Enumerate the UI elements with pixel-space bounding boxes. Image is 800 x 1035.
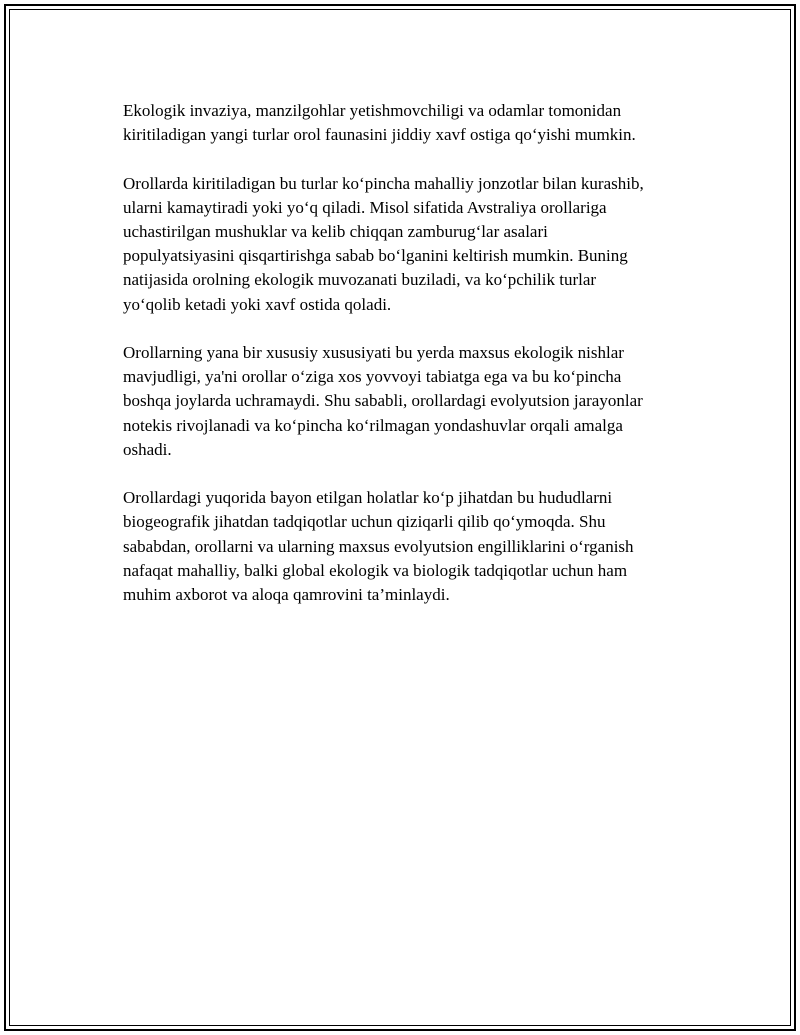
paragraph-2: Orollarda kiritiladigan bu turlar ko‘pincha mahalliy jonzotlar bilan kurashib, ularni kamaytiradi yoki yo‘q qiladi. Misol sifatida Avstraliya orollariga uchastirilgan mushuklar va kelib chiqqan zamburug‘lar asalari populyatsiyasini qisqartirishga sabab bo‘lganini keltirish mumkin. Buning natijasida orolning ekologik muvozanati buziladi, va ko‘pchilik turlar yo‘qolib ketadi yoki xavf ostida qoladi. <box>123 173 644 314</box>
paragraph-4: Orollardagi yuqorida bayon etilgan holatlar ko‘p jihatdan bu hududlarni biogeografik jihatdan tadqiqotlar uchun qiziqarli qilib qo‘ymoqda. Shu sababdan, orollarni va ularning maxsus evolyutsion engilliklarini o‘rganish nafaqat mahalliy, balki global ekologik va biologik tadqiqotlar uchun ham muhim axborot va aloqa qamrovini ta’minlaydi. <box>123 488 634 605</box>
paragraph-1: Ekologik invaziya, manzilgohlar yetishmovchiligi va odamlar tomonidan kiritiladigan yangi turlar orol faunasini jiddiy xavf ostiga qo‘yishi mumkin. <box>123 101 636 145</box>
page-frame <box>4 4 796 1031</box>
paragraph-3: Orollarning yana bir xususiy xususiyati bu yerda maxsus ekologik nishlar mavjudligi, ya'ni orollar o‘ziga xos yovvoyi tabiatga ega va bu ko‘pincha boshqa joylarda uchramaydi. Shu sababli, orollardagi evolyutsion jarayonlar notekis rivojlanadi va ko‘pincha ko‘rilmagan yondashuvlar orqali amalga oshadi. <box>123 343 643 459</box>
document-body <box>123 99 693 631</box>
